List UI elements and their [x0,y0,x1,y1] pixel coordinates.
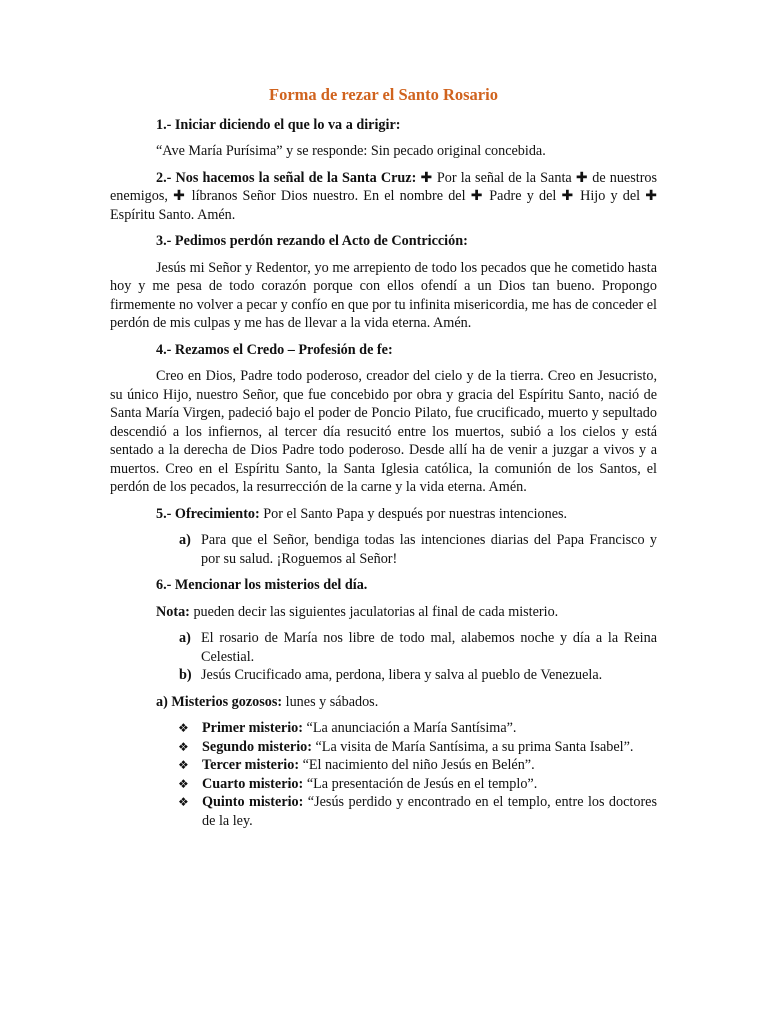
note-label: Nota: [156,603,190,620]
document-title: Forma de rezar el Santo Rosario [269,85,498,104]
cross-icon: ✚ [173,188,187,204]
cross-icon: ✚ [470,188,485,204]
misterio-label: Quinto misterio: [202,794,304,810]
list-item [110,629,657,666]
section-2-text-5: Hijo y del [574,188,646,204]
section-2-text-1: Por la señal de la Santa [432,169,576,186]
list-item-text: Jesús Crucificado ama, perdona, libera y salva al pueblo de Venezuela. [201,667,603,683]
jaculatorias-list [110,629,657,685]
section-5-label: 5.- Ofrecimiento: [156,505,260,522]
cross-icon: ✚ [645,188,658,204]
list-item [110,738,657,757]
section-5-paragraph [156,505,657,524]
section-4-text: Creo en Dios, Padre todo poderoso, creador del cielo y de la tierra. Creo en Jesucristo, su único Hijo, nuestro Señor, que fue concebido por obra y gracia del Espíritu Santo, nació de Santa María Virgen, padeció bajo el poder de Poncio Pilato, fue crucificado, muerto y sepultado descendió a los infiernos, al tercer día resucitó entre los muertos, subió a los cielos y está sentado a la derecha de Dios Padre todo poderoso. Desde allí ha de venir a juzgar a vivos y a muertos. Creo en el Espíritu Santo, la Santa Iglesia católica, la comunión de los Santos, el perdón de los pecados, la resurrección de la carne y la vida eterna. Amén. [110,368,657,495]
misterio-text: “La presentación de Jesús en el templo”. [303,775,538,792]
list-item [110,666,657,685]
list-item [110,719,657,738]
section-2-text-3: líbranos Señor Dios nuestro. En el nombre del [186,188,471,204]
note-text: pueden decir las siguientes jaculatorias al final de cada misterio. [189,603,559,620]
list-marker: b) [179,667,192,683]
section-2-text-4: Padre y del [484,188,562,204]
diamond-bullet-icon: ❖ [178,776,189,791]
section-5-text: Por el Santo Papa y después por nuestras intenciones. [259,505,568,522]
section-2-text-6: Espíritu Santo. Amén. [110,206,236,223]
section-6-heading: 6.- Mencionar los misterios del día. [156,577,368,593]
section-1-heading: 1.- Iniciar diciendo el que lo va a dirigir: [156,116,401,133]
misterio-label: Primer misterio: [202,720,303,736]
section-2-paragraph [110,169,657,225]
misterio-label: Tercer misterio: [202,757,300,773]
cross-icon: ✚ [575,169,589,186]
misterio-text: “Jesús perdido y encontrado en el templo, entre los doctores de la ley. [202,794,657,829]
section-2-heading: 2.- Nos hacemos la señal de la Santa Cruz: [156,169,417,186]
list-item-text: Para que el Señor, bendiga todas las intenciones diarias del Papa Francisco y por su salud. ¡Roguemos al Señor! [201,532,657,567]
gozosos-text: lunes y sábados. [282,693,379,710]
section-4-heading: 4.- Rezamos el Credo – Profesión de fe: [156,341,393,358]
cross-icon: ✚ [561,188,575,204]
section-2-text-2: de nuestros enemigos, [110,169,658,204]
misterio-text: “El nacimiento del niño Jesús en Belén”. [299,757,535,773]
misterio-text: “La anunciación a María Santísima”. [302,720,517,736]
list-item [110,756,657,775]
list-marker: a) [179,532,191,548]
diamond-bullet-icon: ❖ [178,758,189,772]
diamond-bullet-icon: ❖ [178,739,189,754]
list-item [110,775,657,794]
gozosos-paragraph [156,693,657,712]
section-3-text: Jesús mi Señor y Redentor, yo me arrepiento de todo los pecados que he cometido hasta hoy y me pesa de todo corazón porque con ellos ofendí a un Dios tan bueno. Propongo firmemente no volver a pecar y confío en que por tu infinita misericordia, me has de conceder el perdón de mis culpas y me has de llevar a la vida eterna. Amén. [110,259,657,331]
misterio-text: “La visita de María Santísima, a su prima Santa Isabel”. [311,738,634,755]
list-item [110,793,657,830]
note-paragraph [156,603,657,622]
gozosos-label: a) Misterios gozosos: [156,693,283,710]
section-1-text: “Ave María Purísima” y se responde: Sin pecado original concebida. [156,143,546,159]
list-marker: a) [179,630,191,646]
diamond-bullet-icon: ❖ [178,721,189,735]
list-item [110,531,657,568]
misterio-label: Cuarto misterio: [202,775,304,792]
list-item-text: El rosario de María nos libre de todo mal, alabemos noche y día a la Reina Celestial. [201,630,657,665]
misterio-label: Segundo misterio: [202,738,312,755]
diamond-bullet-icon: ❖ [178,795,189,809]
section-5-list [110,531,657,568]
misterios-list [110,719,657,830]
cross-icon: ✚ [420,169,433,186]
section-3-heading: 3.- Pedimos perdón rezando el Acto de Contricción: [156,233,468,249]
